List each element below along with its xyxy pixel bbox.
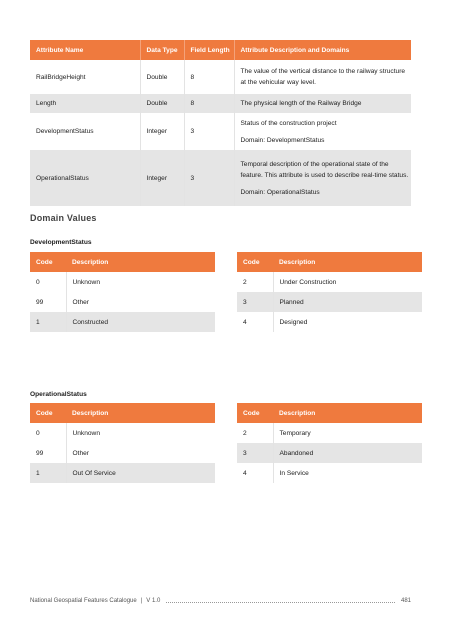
table-row [237,443,422,463]
table-row [237,423,422,443]
table-row [30,272,215,292]
description-cell: Under Construction [273,272,422,292]
header-code: Code [30,252,66,272]
description-cell: Other [66,292,215,312]
table-row [30,312,215,332]
code-cell: 2 [237,272,273,292]
table-row [30,292,215,312]
table-row [30,463,215,483]
attribute-type: Double [140,60,184,94]
attribute-name: Length [30,94,140,113]
domain-values-heading: Domain Values [30,213,97,223]
attribute-description [234,113,411,150]
attribute-type: Integer [140,150,184,206]
domain-reference: Domain: DevelopmentStatus [240,136,325,144]
header-description: Description [273,403,422,423]
attribute-name: RailBridgeHeight [30,60,140,94]
code-cell: 3 [237,292,273,312]
attribute-type: Double [140,94,184,113]
attribute-type: Integer [140,113,184,150]
operational-status-title: OperationalStatus [30,391,87,398]
page-number: 481 [400,598,411,604]
footer-dot-leader [166,602,395,603]
code-cell: 0 [30,272,66,292]
footer-catalogue-name: National Geospatial Features Catalogue [30,598,137,604]
header-field-length: Field Length [184,40,234,60]
header-code: Code [237,252,273,272]
attribute-length: 3 [184,150,234,206]
table-row [30,60,411,94]
table-header-row [237,403,422,423]
footer-separator: | [140,598,143,604]
header-description: Description [66,252,215,272]
header-data-type: Data Type [140,40,184,60]
operational-status-table-right [237,403,422,483]
table-header-row [30,252,215,272]
footer-version: V 1.0 [146,598,161,604]
header-attribute-name: Attribute Name [30,40,140,60]
attributes-header-row [30,40,411,60]
table-row [237,292,422,312]
description-cell: Designed [273,312,422,332]
description-cell: Temporary [273,423,422,443]
description-cell: Abandoned [273,443,422,463]
description-cell: Unknown [66,272,215,292]
code-cell: 4 [237,312,273,332]
description-text: The physical length of the Railway Bridge [240,100,362,107]
operational-status-table-left [30,403,215,483]
table-row [30,443,215,463]
header-description: Attribute Description and Domains [234,40,411,60]
table-row [30,150,411,206]
attribute-length: 3 [184,113,234,150]
header-description: Description [66,403,215,423]
description-cell: Other [66,443,215,463]
attribute-name: DevelopmentStatus [30,113,140,150]
header-code: Code [237,403,273,423]
table-row [30,94,411,113]
development-status-table-right [237,252,422,332]
code-cell: 4 [237,463,273,483]
code-cell: 0 [30,423,66,443]
attribute-length: 8 [184,60,234,94]
attribute-length: 8 [184,94,234,113]
code-cell: 1 [30,463,66,483]
table-row [30,423,215,443]
attributes-table [30,40,411,206]
description-cell: Out Of Service [66,463,215,483]
description-cell: Planned [273,292,422,312]
development-status-title: DevelopmentStatus [30,239,92,246]
description-text: The value of the vertical distance to the railway structure at the vehicular way level. [240,68,406,86]
table-row [237,463,422,483]
description-cell: In Service [273,463,422,483]
table-row [237,312,422,332]
attribute-description [234,60,411,94]
header-description: Description [273,252,422,272]
table-row [30,113,411,150]
attribute-description [234,150,411,206]
table-row [237,272,422,292]
description-cell: Constructed [66,312,215,332]
table-header-row [30,403,215,423]
development-status-table-left [30,252,215,332]
page-footer [30,598,411,604]
description-cell: Unknown [66,423,215,443]
code-cell: 1 [30,312,66,332]
attribute-name: OperationalStatus [30,150,140,206]
code-cell: 3 [237,443,273,463]
header-code: Code [30,403,66,423]
code-cell: 99 [30,443,66,463]
attribute-description [234,94,411,113]
description-text: Temporal description of the operational state of the feature. This attribute is used to describe real-time status. [240,160,409,179]
table-header-row [237,252,422,272]
code-cell: 2 [237,423,273,443]
description-text: Status of the construction project [240,119,337,127]
domain-reference: Domain: OperationalStatus [240,188,320,196]
code-cell: 99 [30,292,66,312]
